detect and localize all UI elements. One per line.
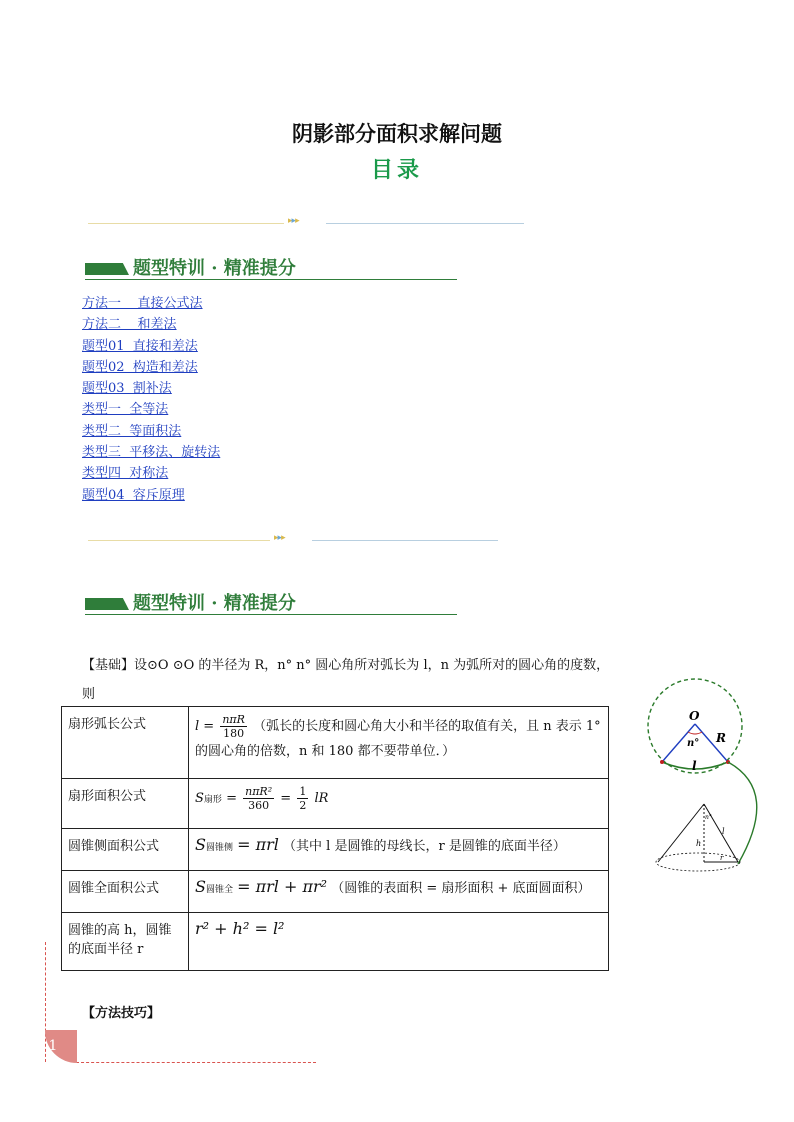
cone-label-h: h xyxy=(696,839,702,848)
cone-label-r: r xyxy=(720,854,724,862)
label-l: l xyxy=(692,759,697,773)
page-title: 阴影部分面积求解问题 xyxy=(292,122,502,146)
formula-name: 圆锥的高 h，圆锥的底面半径 r xyxy=(62,913,189,971)
toc-link[interactable]: 方法二 和差法 xyxy=(82,317,177,333)
formula-cell: S圆锥全 = πrl + πr² （圆锥的表面积 = 扇形面积 + 底面圆面积） xyxy=(189,871,609,913)
basic-definition-cont: 则 xyxy=(82,687,96,702)
formula-cell: S扇形 = $\frac{\text{nπR²}}{360}$ = $\frac{1}{2}$ lR xyxy=(189,779,609,829)
formula-name: 圆锥侧面积公式 xyxy=(62,829,189,871)
toc-link[interactable]: 类型二 等面积法 xyxy=(82,423,182,439)
page-subtitle: 目录 xyxy=(370,158,423,183)
table-row xyxy=(62,871,609,913)
toc-link[interactable]: 题型03 割补法 xyxy=(82,381,172,397)
sector-cone-diagram xyxy=(640,676,770,886)
label-o: O xyxy=(689,709,700,723)
page-number-badge: 1 xyxy=(45,1030,77,1063)
toc-link[interactable]: 方法一 直接公式法 xyxy=(82,296,203,311)
cone-label-n-deg: n° xyxy=(705,814,712,821)
toc-link[interactable]: 类型四 对称法 xyxy=(82,466,169,482)
formula-cell: l = $\frac{\text{nπR}}{180}$ （弧长的长度和圆心角大小和半径的取值有关，且 n 表示 1° 的圆心角的倍数，n 和 180 都不要带单位．） xyxy=(189,707,609,779)
footer-decoration xyxy=(76,1062,316,1064)
section-heading: 题型特训 · 精准提分 xyxy=(85,589,457,615)
label-n-deg: n° xyxy=(687,738,700,749)
toc-link[interactable]: 题型04 容斥原理 xyxy=(82,487,185,503)
section-heading: 题型特训 · 精准提分 xyxy=(85,254,457,280)
formula-name: 扇形弧长公式 xyxy=(62,707,189,779)
heading-bar-icon xyxy=(85,263,129,275)
table-row xyxy=(62,779,609,829)
formula-table xyxy=(61,706,609,971)
table-row xyxy=(62,707,609,779)
margin-decoration xyxy=(45,942,47,1062)
label-r: R xyxy=(716,731,726,745)
table-row xyxy=(62,829,609,871)
tips-heading: 【方法技巧】 xyxy=(82,1006,161,1021)
toc-link[interactable]: 类型一 全等法 xyxy=(82,402,169,418)
divider: ▸▸▸ xyxy=(88,214,524,234)
toc-link[interactable]: 题型01 直接和差法 xyxy=(82,338,198,354)
table-of-contents xyxy=(82,293,220,506)
formula-cell: r² + h² = l² xyxy=(189,913,609,971)
toc-link[interactable]: 类型三 平移法、旋转法 xyxy=(82,445,221,461)
formula-name: 圆锥全面积公式 xyxy=(62,871,189,913)
table-row xyxy=(62,913,609,971)
formula-name: 扇形面积公式 xyxy=(62,779,189,829)
formula-cell: S圆锥侧 = πrl （其中 l 是圆锥的母线长，r 是圆锥的底面半径） xyxy=(189,829,609,871)
basic-definition: 【基础】设⊙O ⊙O 的半径为 R，n° n° 圆心角所对弧长为 l，n 为弧所对的圆心角的度数， xyxy=(82,658,610,673)
toc-link[interactable]: 题型02 构造和差法 xyxy=(82,359,198,375)
cone-label-l: l xyxy=(722,827,725,836)
heading-bar-icon xyxy=(85,598,129,610)
divider: ▸▸▸ xyxy=(88,531,498,551)
